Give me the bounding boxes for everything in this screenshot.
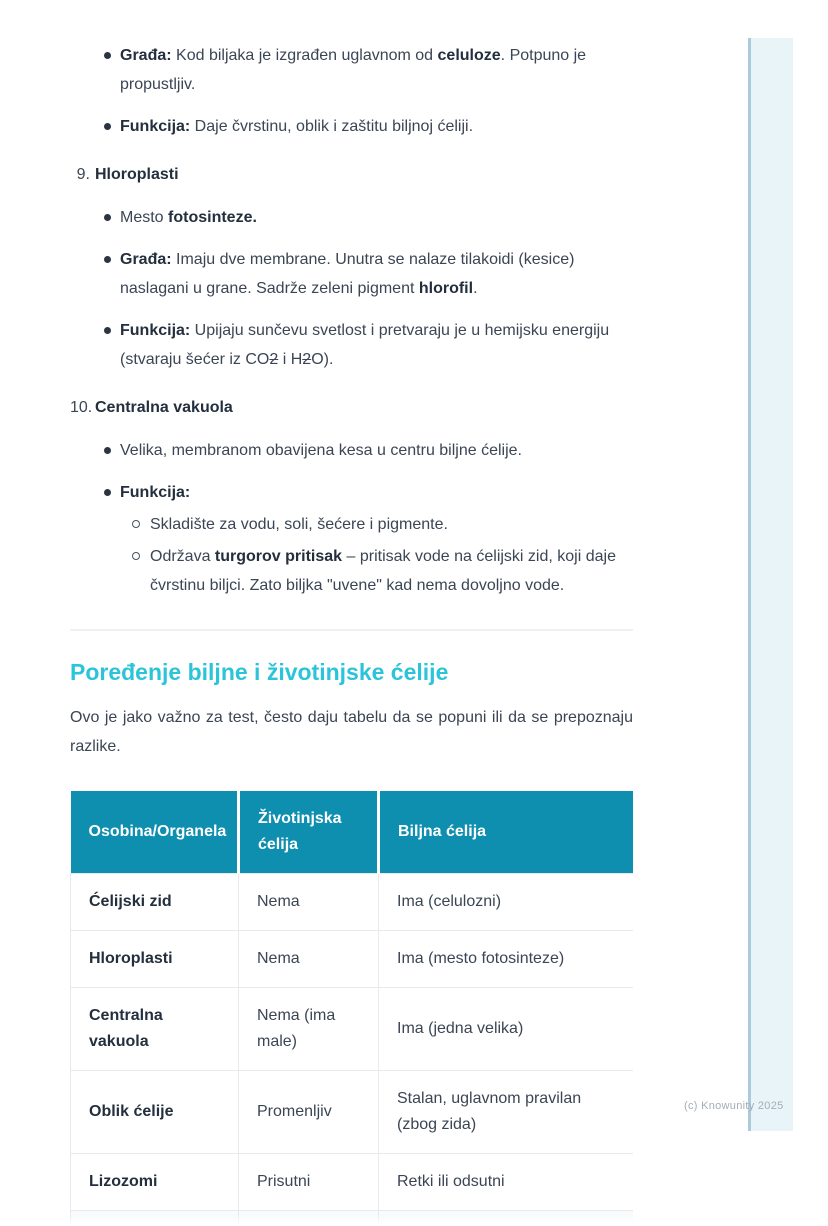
cell-animal: Prisutni xyxy=(239,1153,379,1210)
item-title: Centralna vakuola xyxy=(95,399,233,416)
page-edge-strip xyxy=(748,38,793,1131)
table-row xyxy=(71,1210,634,1226)
comparison-table xyxy=(70,791,633,1226)
cell-feature: Oblik ćelije xyxy=(71,1070,239,1153)
numbered-item-9 xyxy=(70,160,633,189)
item-title: Hloroplasti xyxy=(95,166,179,183)
item-9-bullet-list xyxy=(70,203,633,374)
list-item: Održava turgorov pritisak – pritisak vode na ćelijski zid, koji daje čvrstinu biljci. Zato biljka "uvene" kad nema dovoljno vode. xyxy=(120,542,633,600)
cell-plant: Ima (celulozni) xyxy=(379,873,634,930)
section-intro-paragraph: Ovo je jako važno za test, često daju tabelu da se popuni ili da se prepoznaju razlike. xyxy=(70,709,633,755)
header-cell-plant: Biljna ćelija xyxy=(379,791,634,873)
section-heading: Poređenje biljne i životinjske ćelije xyxy=(70,659,449,685)
intro-bullet-list xyxy=(70,0,633,141)
cell-feature: Hloroplasti xyxy=(71,930,239,987)
cell-feature xyxy=(71,1210,239,1226)
cell-plant: Ima (mesto fotosinteze) xyxy=(379,930,634,987)
section-divider xyxy=(70,629,633,631)
nested-bullet-list xyxy=(120,510,633,600)
header-cell-animal: Životinjska ćelija xyxy=(239,791,379,873)
document-page xyxy=(70,0,633,1226)
cell-plant: Retki ili odsutni xyxy=(379,1153,634,1210)
list-item xyxy=(70,478,633,600)
cell-feature: Centralna vakuola xyxy=(71,987,239,1070)
bullet-label: Građa: xyxy=(120,47,172,64)
cell-animal: Promenljiv xyxy=(239,1070,379,1153)
list-item: Funkcija: Daje čvrstinu, oblik i zaštitu biljnoj ćeliji. xyxy=(70,112,633,141)
table-header-row xyxy=(71,791,634,873)
table-row xyxy=(71,930,634,987)
subscript-strike: 2 xyxy=(302,351,312,368)
cell-animal: Nema xyxy=(239,930,379,987)
cell-plant: Ima (jedna velika) xyxy=(379,987,634,1070)
table-body xyxy=(71,873,634,1226)
cell-feature: Ćelijski zid xyxy=(71,873,239,930)
table-row xyxy=(71,1070,634,1153)
list-item: Funkcija: Upijaju sunčevu svetlost i pretvaraju je u hemijsku energiju (stvaraju šećer iz CO2 i H2O). xyxy=(70,316,633,374)
table-row xyxy=(71,873,634,930)
bullet-label: Funkcija: xyxy=(120,484,191,501)
cell-animal: Nema xyxy=(239,873,379,930)
comparison-table-container xyxy=(70,791,633,1226)
list-item: Velika, membranom obavijena kesa u centru biljne ćelije. xyxy=(70,436,633,465)
header-cell-feature: Osobina/Organela xyxy=(71,791,239,873)
bullet-label: Građa: xyxy=(120,251,172,268)
list-item: Građa: Imaju dve membrane. Unutra se nalaze tilakoidi (kesice) naslagani u grane. Sadrže zeleni pigment hlorofil. xyxy=(70,245,633,303)
bullet-label: Funkcija: xyxy=(120,118,191,135)
item-10-bullet-list xyxy=(70,436,633,600)
list-item: Građa: Kod biljaka je izgrađen uglavnom od celuloze. Potpuno je propustljiv. xyxy=(70,41,633,99)
numbered-item-10 xyxy=(70,393,633,422)
watermark: (c) Knowunity 2025 xyxy=(684,1100,784,1112)
cell-animal: Nema (ima male) xyxy=(239,987,379,1070)
table-row xyxy=(71,1153,634,1210)
cell-plant xyxy=(379,1210,634,1226)
cell-plant: Stalan, uglavnom pravilan (zbog zida) xyxy=(379,1070,634,1153)
bullet-label: Funkcija: xyxy=(120,322,191,339)
cell-feature: Lizozomi xyxy=(71,1153,239,1210)
cell-animal xyxy=(239,1210,379,1226)
list-item: Skladište za vodu, soli, šećere i pigmente. xyxy=(120,510,633,539)
item-number: 9. xyxy=(76,166,90,183)
table-row xyxy=(71,987,634,1070)
subscript-strike: 2 xyxy=(269,351,279,368)
item-number: 10. xyxy=(70,399,93,416)
list-item: Mesto fotosinteze. xyxy=(70,203,633,232)
